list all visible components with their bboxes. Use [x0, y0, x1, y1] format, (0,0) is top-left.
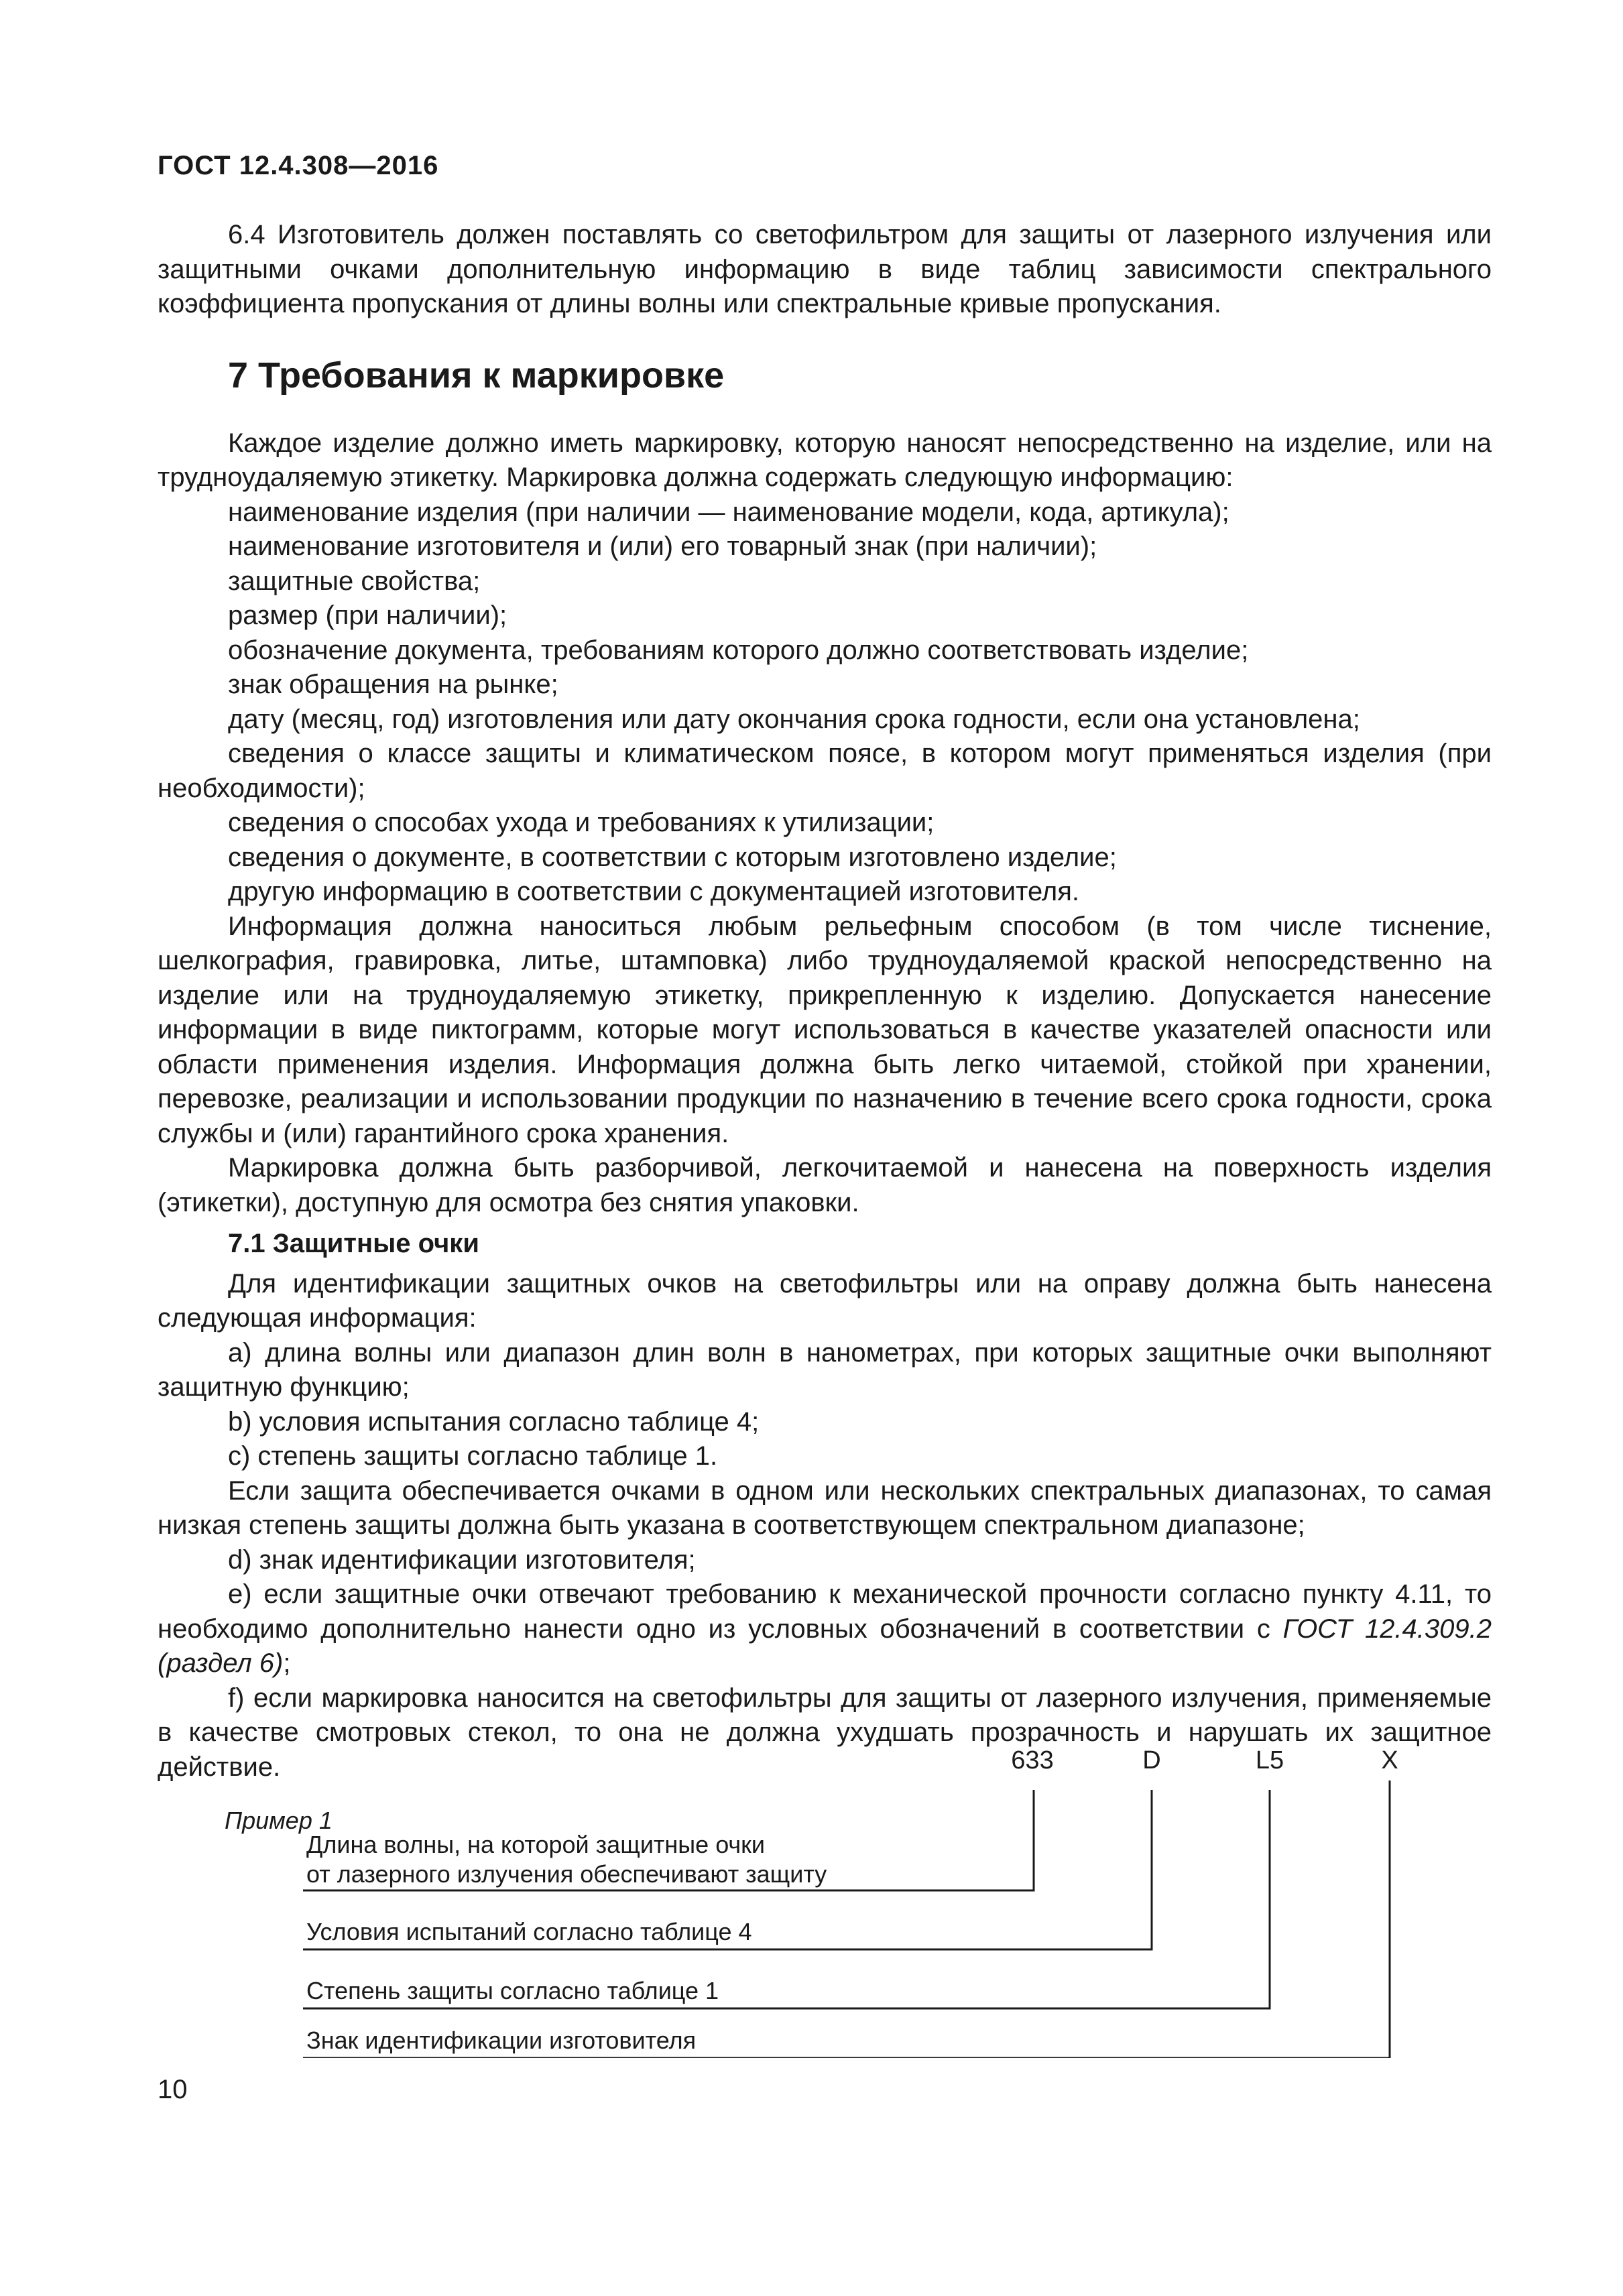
code-manufacturer-mark: X — [1381, 1746, 1398, 1774]
list-item: наименование изделия (при наличии — наименование модели, кода, артикула); — [228, 497, 1229, 527]
code-wavelength: 633 — [1011, 1746, 1054, 1774]
page-number: 10 — [158, 2075, 188, 2104]
item-e-reference: ГОСТ 12.4.309.2 (раздел 6) — [158, 1614, 1492, 1678]
item-a: а) длина волны или диапазон длин волн в нанометрах, при которых защитные очки выполняют защитную функцию; — [158, 1337, 1492, 1402]
code-protection-level: L5 — [1255, 1746, 1284, 1774]
item-f: f) если маркировка наносится на светофильтры для защиты от лазерного излучения, применяемые в качестве смотровых стекол, то она не должна ухудшать прозрачность и нарушать их защитное действие. — [158, 1683, 1492, 1782]
item-e-text: е) если защитные очки отвечают требованию к механической прочности согласно пункту 4.11, то необходимо дополнительно нанести одно из условных обозначений в соответствии с — [158, 1579, 1492, 1644]
desc-manufacturer-mark: Знак идентификации изготовителя — [306, 2027, 697, 2054]
marking-info-list — [158, 495, 1492, 910]
diagram-connector-lines — [158, 1736, 1492, 2058]
document-body — [158, 218, 1492, 1838]
page-header-doc-id: ГОСТ 12.4.308—2016 — [158, 151, 439, 180]
list-item: обозначение документа, требованиям которого должно соответствовать изделие; — [228, 635, 1249, 665]
marking-readability-paragraph: Маркировка должна быть разборчивой, легкочитаемой и нанесена на поверхность изделия (этикетки), доступную для осмотра без снятия упаковки. — [158, 1153, 1492, 1217]
list-item: сведения о документе, в соответствии с которым изготовлено изделие; — [228, 842, 1117, 872]
section-7-title: 7 Требования к маркировке — [228, 355, 725, 396]
desc-test-conditions: Условия испытаний согласно таблице 4 — [306, 1918, 752, 1945]
list-item: сведения о способах ухода и требованиях к утилизации; — [228, 808, 935, 837]
marking-example-diagram — [158, 1736, 1492, 2058]
section-7-intro: Каждое изделие должно иметь маркировку, которую наносят непосредственно на изделие, или на трудноудаляемую этикетку. Маркировка должна содержать следующую информацию: — [158, 428, 1492, 492]
list-item: другую информацию в соответствии с документацией изготовителя. — [228, 877, 1079, 906]
desc-protection-level: Степень защиты согласно таблице 1 — [306, 1977, 719, 2004]
desc-wavelength: Длина волны, на которой защитные очки от лазерного излучения обеспечивают защиту — [306, 1831, 827, 1888]
list-item: защитные свойства; — [228, 566, 481, 596]
list-item: сведения о классе защиты и климатическом поясе, в котором могут применяться изделия (при необходимости); — [158, 739, 1492, 803]
item-c: с) степень защиты согласно таблице 1. — [228, 1441, 718, 1471]
example-label: Пример 1 — [225, 1807, 333, 1834]
paragraph-6-4: 6.4 Изготовитель должен поставлять со светофильтром для защиты от лазерного излучения или защитными очками дополнительную информацию в виде таблиц зависимости спектрального коэффициента пропускания от длины волны или спектральные кривые пропускания. — [158, 220, 1492, 318]
list-item: дату (месяц, год) изготовления или дату окончания срока годности, если она установлена; — [228, 704, 1360, 734]
item-e-end: ; — [283, 1648, 291, 1678]
code-test-conditions: D — [1142, 1746, 1161, 1774]
section-7-1-intro: Для идентификации защитных очков на светофильтры или на оправу должна быть нанесена следующая информация: — [158, 1268, 1492, 1333]
item-b: b) условия испытания согласно таблице 4; — [228, 1406, 760, 1437]
list-item: знак обращения на рынке; — [228, 670, 558, 699]
spectral-range-paragraph: Если защита обеспечивается очками в одном или нескольких спектральных диапазонах, то самая низкая степень защиты должна быть указана в соответствующем спектральном диапазоне; — [158, 1475, 1492, 1540]
section-7-1-title: 7.1 Защитные очки — [228, 1229, 479, 1258]
item-d: d) знак идентификации изготовителя; — [228, 1545, 696, 1575]
item-e — [158, 1577, 1492, 1681]
list-item: размер (при наличии); — [228, 601, 507, 630]
list-item: наименование изготовителя и (или) его товарный знак (при наличии); — [228, 532, 1097, 561]
info-method-paragraph: Информация должна наноситься любым рельефным способом (в том числе тиснение, шелкография, гравировка, литье, штамповка) либо трудноудаляемой краской непосредственно на изделие или на трудноудаляемую этикетку, прикрепленную к изделию. Допускается нанесение информации в виде пиктограмм, которые могут использоваться в качестве указателей опасности или области применения изделия. Информация должна быть легко читаемой, стойкой при хранении, перевозке, реализации и использовании продукции по назначению в течение всего срока годности, срока службы и (или) гарантийного срока хранения. — [158, 911, 1492, 1148]
